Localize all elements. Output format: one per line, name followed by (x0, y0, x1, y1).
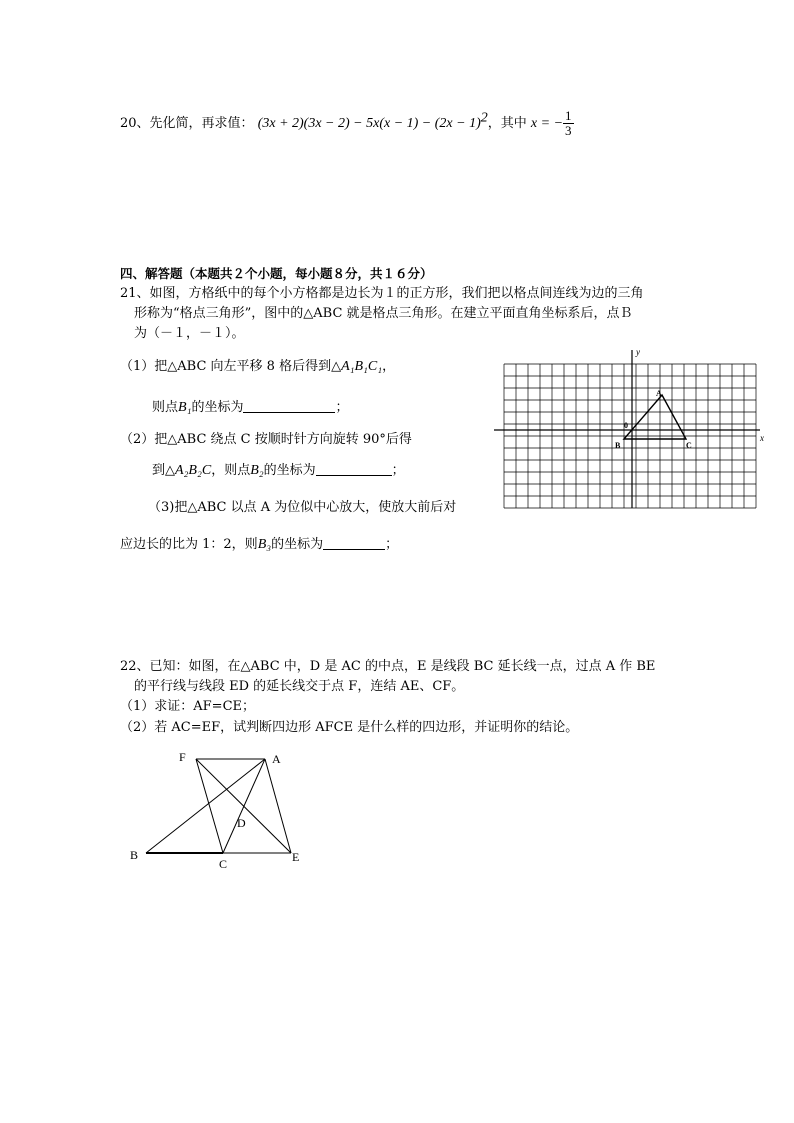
q21-part1b-end: 的坐标为 (191, 400, 244, 415)
q21-part2b-text: 到△ (152, 463, 175, 478)
q22-line2: 的平行线与线段 ED 的延长线交于点 F，连结 AE、CF。 (134, 679, 465, 694)
q20-var: x = − (530, 116, 564, 131)
point-e-label: E (292, 850, 300, 864)
q21-part3b-math: B₃ (257, 537, 272, 552)
q21-part1-line2 (152, 400, 348, 416)
q21-part2b-mid: ，则点 (211, 463, 251, 478)
q21-line1: 21、如图，方格纸中的每个小方格都是边长为１的正方形，我们把以格点间连线为边的三角 (120, 286, 644, 301)
triangle-abc (624, 395, 686, 439)
section4-heading: 四、解答题（本题共２个小题，每小题８分，共１６分） (120, 266, 433, 281)
q21-line2: 形称为“格点三角形”，图中的△ABC 就是格点三角形。在建立平面直角坐标系后，点Ｂ (134, 306, 633, 321)
q20-where: ，其中 (487, 116, 527, 131)
vertex-c-label: C (686, 441, 692, 450)
origin-label: 0 (624, 421, 628, 430)
q20-exponent: 2 (480, 110, 488, 126)
q21-answer-blank-1[interactable] (243, 400, 335, 413)
q20-label: 20、先化简，再求值： (120, 116, 254, 131)
q21-answer-blank-3[interactable] (323, 537, 385, 550)
q21-part1-end: ， (382, 359, 396, 374)
q20-line (120, 109, 574, 138)
q21-part1-math: A₁B₁C₁ (341, 359, 383, 374)
q21-part2-line1: （2）把△ABC 绕点 C 按顺时针方向旋转 90°后得 (120, 432, 412, 447)
q22-line1: 22、已知：如图，在△ABC 中，D 是 AC 的中点，E 是线段 BC 延长线一点，过点 A 作 BE (120, 659, 656, 674)
axis-x-label: x (760, 433, 764, 443)
point-d-label: D (237, 816, 246, 830)
axis-y-label: y (636, 347, 640, 357)
q21-part1-text: （1）把△ABC 向左平移 8 格后得到△ (120, 359, 342, 374)
segment-fe (196, 759, 291, 853)
q21-line3: 为（－１，－１）。 (134, 326, 245, 341)
q21-part2b-math: A₂B₂C (175, 463, 212, 478)
q21-part3-line1: （3)把△ABC 以点 A 为位似中心放大，使放大前后对 (148, 500, 457, 515)
q21-part3b-end: 的坐标为 (271, 537, 324, 552)
segment-fc (196, 759, 223, 853)
segment-ae (265, 759, 291, 853)
q21-part1b-text: 则点 (152, 400, 179, 415)
point-c-label: C (219, 857, 228, 871)
q21-part2-line2 (152, 463, 405, 479)
q21-part3b-tail: ； (385, 537, 399, 552)
q20-fraction-num: 1 (565, 108, 572, 123)
grid-lines (504, 364, 756, 508)
q21-part3-line2 (120, 537, 398, 553)
q20-fraction (563, 109, 574, 138)
q20-fraction-den: 3 (565, 123, 572, 138)
q21-part3b-text: 应边长的比为 1：2，则 (120, 537, 258, 552)
segment-ba (146, 759, 265, 853)
q21-grid-figure (492, 346, 772, 512)
q20-expression: (3x + 2)(3x − 2) − 5x(x − 1) − (2x − 1) (257, 116, 481, 131)
q22-geometry-figure (126, 744, 326, 874)
q21-part2b-end: 的坐标为 (263, 463, 316, 478)
vertex-b-label: B (615, 441, 621, 450)
q21-part1b-tail: ； (335, 400, 349, 415)
q22-part1: （1）求证：AF=CE； (120, 699, 256, 714)
point-b-label: B (130, 848, 139, 862)
q21-part1b-math: B₁ (178, 400, 192, 415)
q21-part2b-tail: ； (391, 463, 405, 478)
point-f-label: F (179, 750, 186, 764)
vertex-a-label: A (656, 389, 662, 398)
q22-part2: （2）若 AC=EF，试判断四边形 AFCE 是什么样的四边形，并证明你的结论。 (120, 720, 579, 735)
point-a-label: A (272, 752, 281, 766)
q21-part1-line1 (120, 359, 395, 375)
q21-part2b-math2: B₂ (250, 463, 264, 478)
q21-answer-blank-2[interactable] (316, 463, 392, 476)
